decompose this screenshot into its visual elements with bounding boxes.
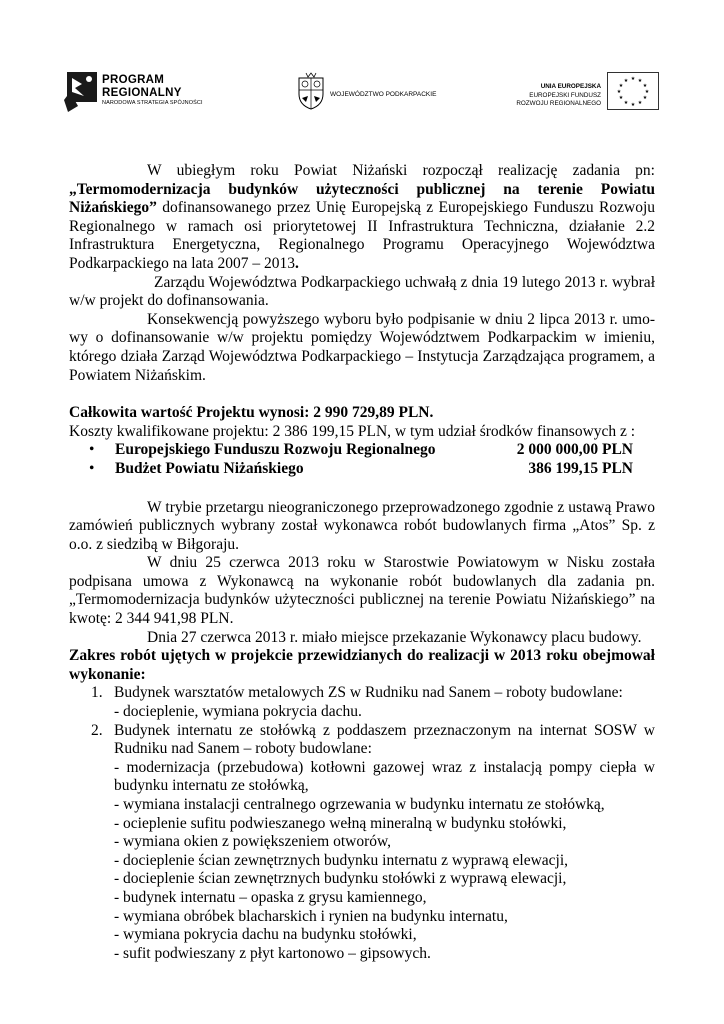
scope-heading: Zakres robót ujętych w projekcie przewidzianych do realizacji w 2013 roku obejmował wykonanie: xyxy=(69,647,655,683)
funding-item: • Budżet Powiatu Niżańskiego 386 199,15 PLN xyxy=(69,460,655,479)
ue-line1: UNIA EUROPEJSKA xyxy=(540,83,601,90)
wojewodztwo-label: WOJEWÓDZTWO PODKARPACKIE xyxy=(330,91,437,98)
scope-list xyxy=(69,684,655,963)
program-line2: REGIONALNY xyxy=(102,86,182,99)
program-logo-icon xyxy=(64,70,98,114)
eu-flag-icon xyxy=(607,72,659,110)
tender-paragraph-3: Dnia 27 czerwca 2013 r. miało miejsce przekazanie Wykonawcy placu budowy. xyxy=(147,628,642,646)
ue-label xyxy=(497,83,601,109)
ue-line2: EUROPEJSKI FUNDUSZ xyxy=(529,91,601,99)
page-header xyxy=(0,62,724,122)
tender-paragraph-1: W trybie przetargu nieograniczonego przeprowadzonego zgodnie z ustawą Prawo zamówień publicznych wybrany został wykonawca robót budowlanych firma „Atos” Sp. z o.o. z siedzibą w Biłgoraju. xyxy=(69,498,655,553)
svg-text:★: ★ xyxy=(644,89,650,95)
funding-list xyxy=(69,441,655,478)
svg-text:★: ★ xyxy=(618,83,624,89)
scope-item: 1. Budynek warsztatów metalowych ZS w Rudniku nad Sanem – roboty budowlane: - docieplenie, wymiana pokrycia dachu. xyxy=(91,684,623,721)
total-cost: Całkowita wartość Projektu wynosi: 2 990 729,89 PLN. xyxy=(69,404,434,422)
eligible-cost: Koszty kwalifikowane projektu: 2 386 199,15 PLN, w tym udział środków finansowych z : xyxy=(69,422,636,440)
svg-text:★: ★ xyxy=(623,78,629,84)
svg-text:★: ★ xyxy=(642,95,648,101)
svg-text:★: ★ xyxy=(618,95,624,101)
program-sub: NARODOWA STRATEGIA SPÓJNOŚCI xyxy=(102,100,203,106)
svg-text:★: ★ xyxy=(630,76,636,82)
document-body xyxy=(69,162,655,963)
intro-paragraph-1: W ubiegłym roku Powiat Niżański rozpoczął realizację zadania pn: „Termomodernizacja budynków użyteczności publicznej na terenie Powiatu Niżańskiego” dofinansowanego przez Unię Europejską z Europejskiego Funduszu Rozwoju Regionalnego w ramach osi priorytetowej II Infrastruktura Techniczna, działanie 2.2 Infrastruktura Energetyczna, Regionalnego Programu Operacyjnego Województwa Podkarpackiego na lata 2007 – 2013. xyxy=(69,162,655,272)
svg-text:★: ★ xyxy=(616,89,622,95)
intro-paragraph-2: Zarządu Województwa Podkarpackiego uchwałą z dnia 19 lutego 2013 r. wybrał w/w projekt do dofinansowania. xyxy=(69,273,655,310)
svg-text:★: ★ xyxy=(637,100,643,106)
program-regionalny-logo xyxy=(64,68,214,118)
funding-item: • Europejskiego Funduszu Rozwoju Regionalnego 2 000 000,00 PLN xyxy=(69,441,655,460)
tender-paragraph-2: W dniu 25 czerwca 2013 roku w Starostwie Powiatowym w Nisku została podpisana umowa z Wykonawcą na wykonanie robót budowlanych dla zadania pn. „Termomodernizacja budynków użyteczności publicznej na terenie Powiatu Niżańskiego” na kwotę: 2 344 941,98 PLN. xyxy=(69,554,655,628)
intro-paragraph-3: Konsekwencją powyższego wyboru było podpisanie w dniu 2 lipca 2013 r. umo-wy o dofinansowanie w/w projektu pomiędzy Województwem Podkarpackim w imieniu, którego działa Zarząd Województwa Podkarpackiego – Instytucja Zarządzająca programem, a Powiatem Niżańskim. xyxy=(69,310,655,384)
scope-item: 2. Budynek internatu ze stołówką z poddaszem przeznaczonym na internat SOSW w Rudniku nad Sanem – roboty budowlane: - modernizacja (przebudowa) kotłowni gazowej wraz z instalacją pompy ciepła w budynku internatu ze stołówką, - wymiana instalacji centralnego ogrzewania w budynku internatu ze stołówką, - ocieplenie sufitu podwieszanego wełną mineralną w budynku stołówki, - wymiana okien z powiększeniem otworów, - docieplenie ścian zewnętrznych budynku internatu z wyprawą elewacji, - docieplenie ścian zewnętrznych budynku stołówki z wyprawą elewacji, - budynek internatu – opaska z grysu kamiennego, - wymiana obróbek blacharskich i rynien na budynku internatu, - wymiana pokrycia dachu na budynku stołówki, - sufit podwieszany z płyt kartonowo – gipsowych. xyxy=(91,721,655,962)
program-line1: PROGRAM xyxy=(102,74,165,86)
podkarpackie-crest-icon xyxy=(298,72,324,110)
svg-text:★: ★ xyxy=(623,100,629,106)
svg-text:★: ★ xyxy=(630,102,636,108)
svg-text:★: ★ xyxy=(642,83,648,89)
ue-line3: ROZWOJU REGIONALNEGO xyxy=(516,100,601,107)
svg-text:★: ★ xyxy=(637,78,643,84)
